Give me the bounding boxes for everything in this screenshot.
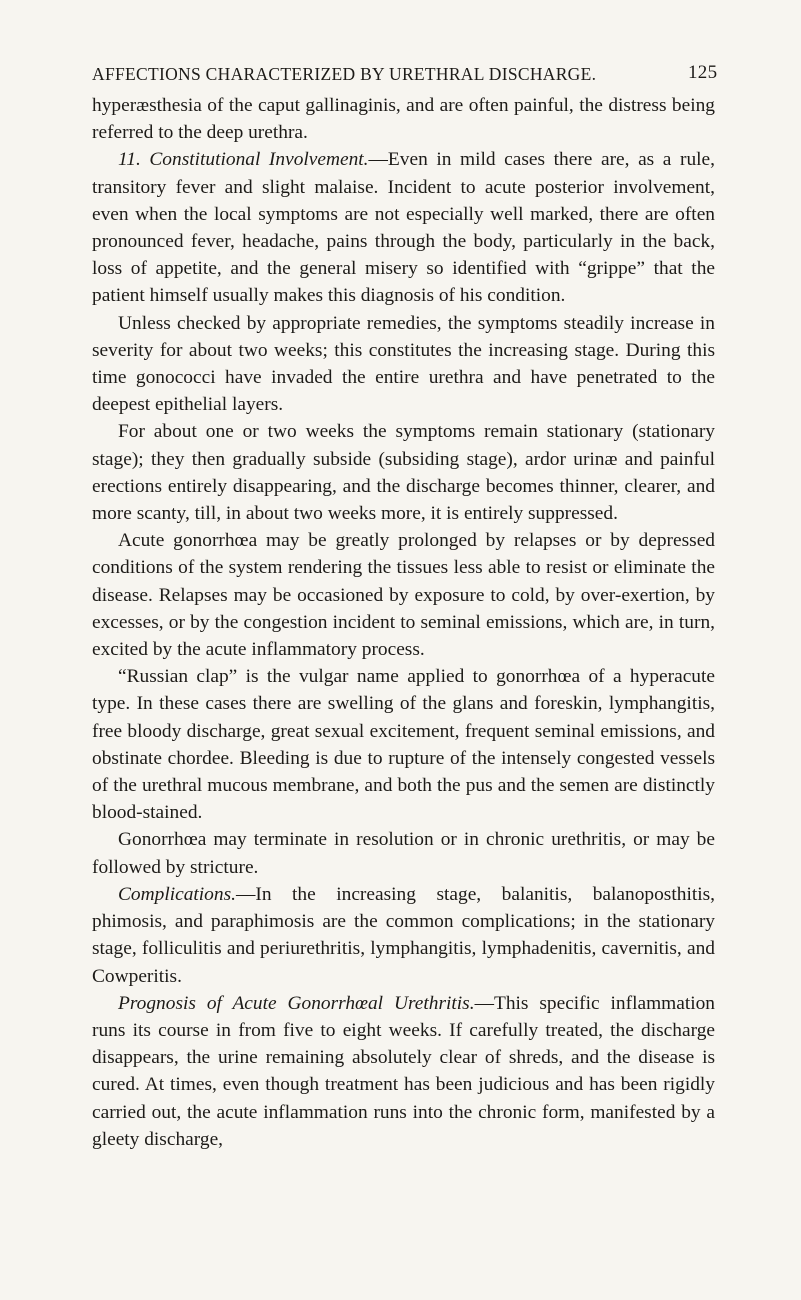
section-heading-complications: Complications.: [118, 883, 236, 905]
section-heading-constitutional-involvement: 11. Constitutional Involvement.: [118, 149, 369, 171]
paragraph-increasing-stage: Unless checked by appropriate remedies, the symptoms steadily increase in severity for about two weeks; this constitutes the increasing stage. During this time gonococci have invaded the entire urethra and have penetrated to the deepest epithelial layers.: [92, 312, 715, 416]
paragraph-text: —In the increasing stage, balanitis, balanoposthitis, phimosis, and paraphimosis are the common complications; in the stationary stage, folliculitis and periurethritis, lymphangitis, lymphadenitis, cavernitis, and Cowperitis.: [92, 883, 715, 987]
paragraph-relapses: Acute gonorrhœa may be greatly prolonged by relapses or by depressed conditions of the system rendering the tissues less able to resist or eliminate the disease. Relapses may be occasioned by exposure to cold, by over-exertion, by excesses, or by the congestion incident to seminal emissions, which are, in turn, excited by the acute inflammatory process.: [92, 530, 715, 661]
paragraph-termination: Gonorrhœa may terminate in resolution or in chronic urethritis, or may be followed by stricture.: [92, 829, 715, 878]
section-heading-prognosis: Prognosis of Acute Gonorrhœal Urethritis.: [118, 992, 475, 1014]
page-number: 125: [688, 62, 718, 83]
running-head-title: AFFECTIONS CHARACTERIZED BY URETHRAL DISCHARGE.: [92, 64, 597, 84]
paragraph-complications: [92, 881, 715, 990]
paragraph-constitutional-involvement: [92, 146, 715, 309]
paragraph-text: —This specific inflammation runs its course in from five to eight weeks. If carefully treated, the discharge disappears, the urine remaining absolutely clear of shreds, and the disease is cured. At times, even though treatment has been judicious and has been rigidly carried out, the acute inflammation runs into the chronic form, manifested by a gleety discharge,: [92, 992, 716, 1150]
paragraph-text: —Even in mild cases there are, as a rule, transitory fever and slight malaise. Incident to acute posterior involvement, even when the local symptoms are not especially well marked, there are often pronounced fever, headache, pains through the body, particularly in the back, loss of appetite, and the general misery so identified with “grippe” that the patient himself usually makes this diagnosis of his condition.: [92, 149, 715, 307]
body-text: [92, 92, 715, 1153]
paragraph-stationary-stage: For about one or two weeks the symptoms remain stationary (stationary stage); they then gradually subside (subsiding stage), ardor urinæ and painful erections entirely disappearing, and the discharge becomes thinner, clearer, and more scanty, till, in about two weeks more, it is entirely suppressed.: [92, 421, 715, 525]
paragraph-continuation: hyperæsthesia of the caput gallinaginis, and are often painful, the distress being referred to the deep urethra.: [92, 95, 715, 144]
paragraph-prognosis: [92, 990, 715, 1153]
paragraph-russian-clap: “Russian clap” is the vulgar name applied to gonorrhœa of a hyperacute type. In these cases there are swelling of the glans and foreskin, lymphangitis, free bloody discharge, great sexual excitement, frequent seminal emissions, and obstinate chordee. Bleeding is due to rupture of the intensely congested vessels of the urethral mucous membrane, and both the pus and the semen are distinctly blood-stained.: [92, 666, 715, 824]
